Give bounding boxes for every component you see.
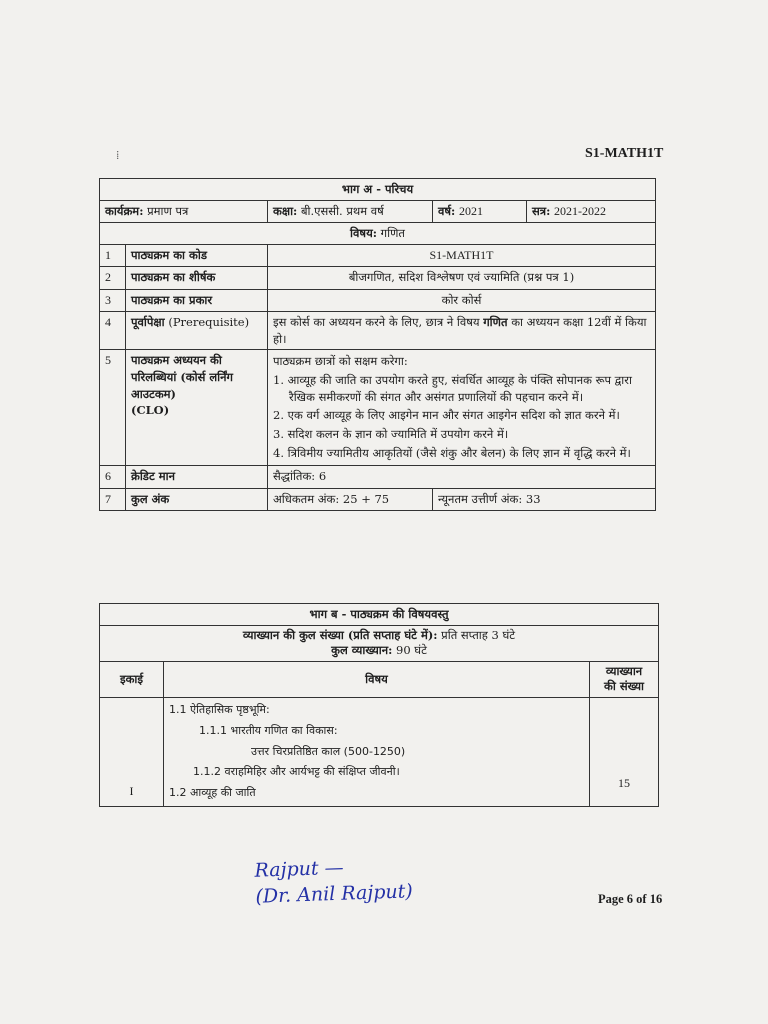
total-lectures-value: 90 घंटे [396,643,427,658]
course-code-value: S1-MATH1T [268,244,656,266]
handwritten-signature: Rajput — (Dr. Anil Rajput) [254,856,414,908]
col-count-header: व्याख्यान की संख्या [590,661,659,697]
total-lectures-label: कुल व्याख्यान: [331,643,393,658]
session-label: सत्र: [532,203,551,218]
part-b-title: भाग ब - पाठ्यक्रम की विषयवस्तु [100,604,659,626]
row-number: 4 [100,311,126,349]
table-row [100,488,656,510]
table-row [100,311,656,349]
content-line: 1.2 आव्यूह की जाति [169,786,256,800]
part-a-table [99,178,656,511]
outcomes-intro: पाठ्यक्रम छात्रों को सक्षम करेगा: [273,354,408,369]
content-line: उत्तर चिरप्रतिष्ठित काल (500-1250) [251,744,406,758]
row-number: 5 [100,350,126,466]
prerequisite-value: इस कोर्स का अध्ययन करने के लिए, छात्र ने विषय गणित का अध्ययन कक्षा 12वीं में किया हो। [268,311,656,349]
row-label-en: (Prerequisite) [168,314,250,329]
row-label: पाठ्यक्रम का शीर्षक [126,267,268,289]
unit-number: I [100,697,164,806]
table-row [100,697,659,806]
row-number: 3 [100,289,126,311]
outcome-item: 3. सदिश कलन के ज्ञान को ज्यामिति में उपयोग करने में। [273,426,509,441]
course-type-value: कोर कोर्स [268,289,656,311]
course-outcomes [268,350,656,466]
header-course-code: S1-MATH1T [585,146,664,161]
row-label: पाठ्यक्रम का प्रकार [126,289,268,311]
subject-label: विषय: [350,226,377,241]
meta-row [100,200,656,222]
row-label: पाठ्यक्रम अध्ययन की परिलब्धियां (कोर्स लर्निंग आउटकम) [131,353,233,401]
outcome-item: 2. एक वर्ग आव्यूह के लिए आइगेन मान और संगत आइगेन सदिश को ज्ञात करने में। [273,408,620,423]
row-label: पूर्वापेक्षा [131,314,165,329]
programme-value: प्रमाण पत्र [147,203,189,218]
year-value: 2021 [458,203,483,218]
year-label: वर्ष: [438,203,456,218]
row-label-en: (CLO) [131,403,170,418]
col-unit-header: इकाई [100,661,164,697]
outcome-item: 1. आव्यूह की जाति का उपयोग करते हुए, संवर्धित आव्यूह के पंक्ति सोपानक रूप द्वारा रैखिक समीकरणों की संगत और असंगत प्रणालियों की पहचान करने में। [273,372,632,404]
min-pass-marks: न्यूनतम उत्तीर्ण अंक: 33 [433,488,656,510]
outcome-item: 4. त्रिविमीय ज्यामितीय आकृतियों (जैसे शंकु और बेलन) के लिए ज्ञान में वृद्धि करने में। [273,445,631,460]
session-value: 2021-2022 [554,203,607,218]
max-marks: अधिकतम अंक: 25 + 75 [268,488,433,510]
programme-label: कार्यक्रम: [105,203,144,218]
col-topic-header: विषय [164,661,590,697]
lectures-per-week-value: प्रति सप्ताह 3 घंटे [441,627,516,642]
lectures-per-week-label: व्याख्यान की कुल संख्या (प्रति सप्ताह घंटे में): [242,627,438,642]
row-number: 7 [100,488,126,510]
class-value: बी.एससी. प्रथम वर्ष [300,203,384,218]
table-row [100,289,656,311]
page-number: Page 6 of 16 [598,892,663,906]
course-title-value: बीजगणित, सदिश विश्लेषण एवं ज्यामिति (प्रश्न पत्र 1) [268,267,656,289]
credit-value: सैद्धांतिक: 6 [268,466,656,488]
part-a-title: भाग अ - परिचय [100,179,656,201]
class-label: कक्षा: [273,203,298,218]
subject-value: गणित [380,226,405,241]
content-line: 1.1.1 भारतीय गणित का विकास: [199,723,338,737]
row-label: क्रेडिट मान [126,466,268,488]
row-number: 2 [100,267,126,289]
row-number: 6 [100,466,126,488]
part-b-table [99,603,659,807]
unit-content [164,697,590,806]
row-label: कुल अंक [126,488,268,510]
row-number: 1 [100,244,126,266]
table-header-row [100,661,659,697]
margin-mark: ⁞ [116,148,120,162]
table-row [100,466,656,488]
table-row [100,244,656,266]
row-label: पाठ्यक्रम का कोड [126,244,268,266]
table-row [100,267,656,289]
table-row [100,350,656,466]
lecture-count: 15 [590,697,659,806]
content-line: 1.1 ऐतिहासिक पृष्ठभूमि: [169,702,270,716]
content-line: 1.1.2 वराहमिहिर और आर्यभट्ट की संक्षिप्त जीवनी। [193,765,400,779]
